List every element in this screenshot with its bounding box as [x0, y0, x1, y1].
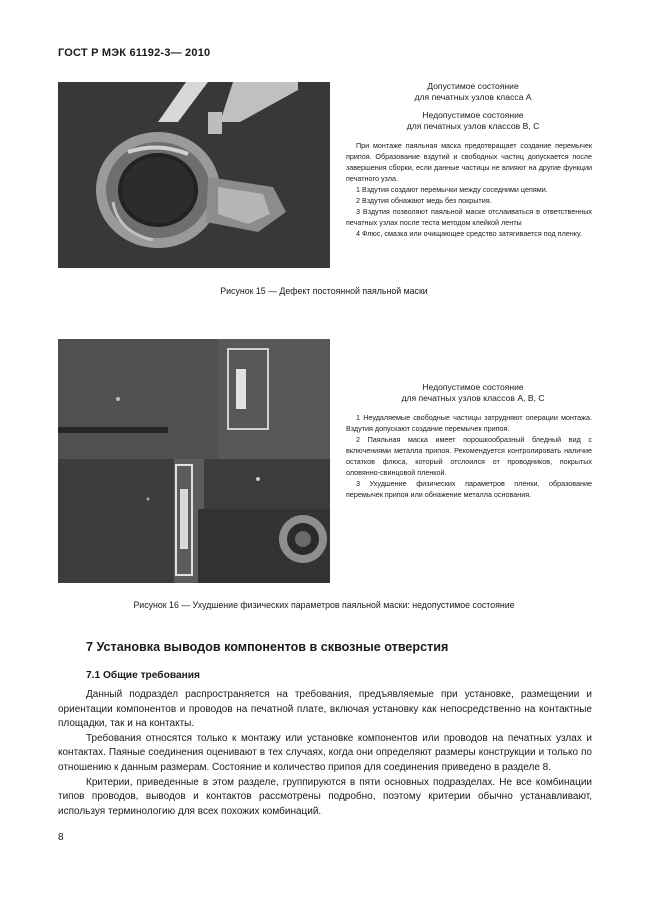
- fig15-item: 2 Вздутия обнажают медь без покрытия.: [356, 196, 492, 205]
- fig16-item: 2 Паяльная маска имеет порошкообразный бледный вид с включениями металла припоя. Рекомендуется контролировать наличие остатков флюса, который отслоился от проводников, покрытых оловянно-свинцовой пленкой.: [346, 435, 592, 477]
- fig16-unacceptable-state: Недопустимое состояние для печатных узлов классов А, В, С: [401, 382, 545, 403]
- figure-16-caption: Рисунок 16 — Ухудшение физических параметров паяльной маски: недопустимое состояние: [133, 600, 515, 610]
- fig15-intro: При монтаже паяльная маска предотвращает создание перемычек припоя. Образование вздутий и свободных частиц допускается после завершения сборки, если данные частицы не влияют на другие функции печатного узла.: [346, 141, 592, 183]
- fig15-item: 4 Флюс, смазка или очищающее средство затягивается под пленку.: [356, 229, 582, 238]
- fig16-item: 3 Ухудшение физических параметров пленки, образование перемычек припоя или обнажение металла основания.: [346, 479, 592, 499]
- body-paragraph: Критерии, приведенные в этом разделе, группируются в пяти основных подразделах. Не все комбинации типов проводов, выводов и контактов рассмотрены подробно, поэтому критерии обычно устанавливают, используя терминологию для всех похожих комбинаций.: [58, 776, 592, 817]
- subsection-heading: 7.1 Общие требования: [86, 670, 200, 681]
- body-paragraph: Данный подраздел распространяется на требования, предъявляемые при установке, размещении и ориентации компонентов и проводов на печатной плате, включая установку как непосредственно на контактные площадки, так и на контакты.: [58, 689, 592, 730]
- section-heading: 7 Установка выводов компонентов в сквозные отверстия: [86, 640, 449, 654]
- fig16-description: [346, 412, 592, 500]
- figure-16-photo: [58, 339, 330, 583]
- body-paragraph: Требования относятся только к монтажу или установке компонентов или проводов на печатных узлах и контактах. Паяные соединения оценивают в тех случаях, когда они определяют размеры конструкции и только по отношению к данным размерам. Состояние и количество припоя для соединения приведено в разделе 8.: [58, 732, 592, 773]
- figure-15-photo: [58, 82, 330, 268]
- fig15-item: 3 Вздутия позволяют паяльной маске отслаиваться в ответственных печатных узлах после теста методом клейкой ленты: [346, 207, 592, 227]
- fig15-description: [346, 140, 592, 239]
- page-number: 8: [58, 832, 64, 843]
- section-body: [58, 688, 592, 819]
- fig15-acceptable-state: Допустимое состояние для печатных узлов класса А: [414, 81, 532, 102]
- fig15-item: 1 Вздутия создают перемычки между соседними цепями.: [356, 185, 548, 194]
- figure-15-caption: Рисунок 15 — Дефект постоянной паяльной маски: [220, 286, 428, 296]
- fig16-item: 1 Неудаляемые свободные частицы затрудняют операции монтажа. Вздутия допускают создание перемычек припоя.: [346, 413, 592, 433]
- document-header: ГОСТ Р МЭК 61192-3— 2010: [58, 47, 211, 59]
- fig15-unacceptable-state: Недопустимое состояние для печатных узлов классов В, С: [406, 110, 540, 131]
